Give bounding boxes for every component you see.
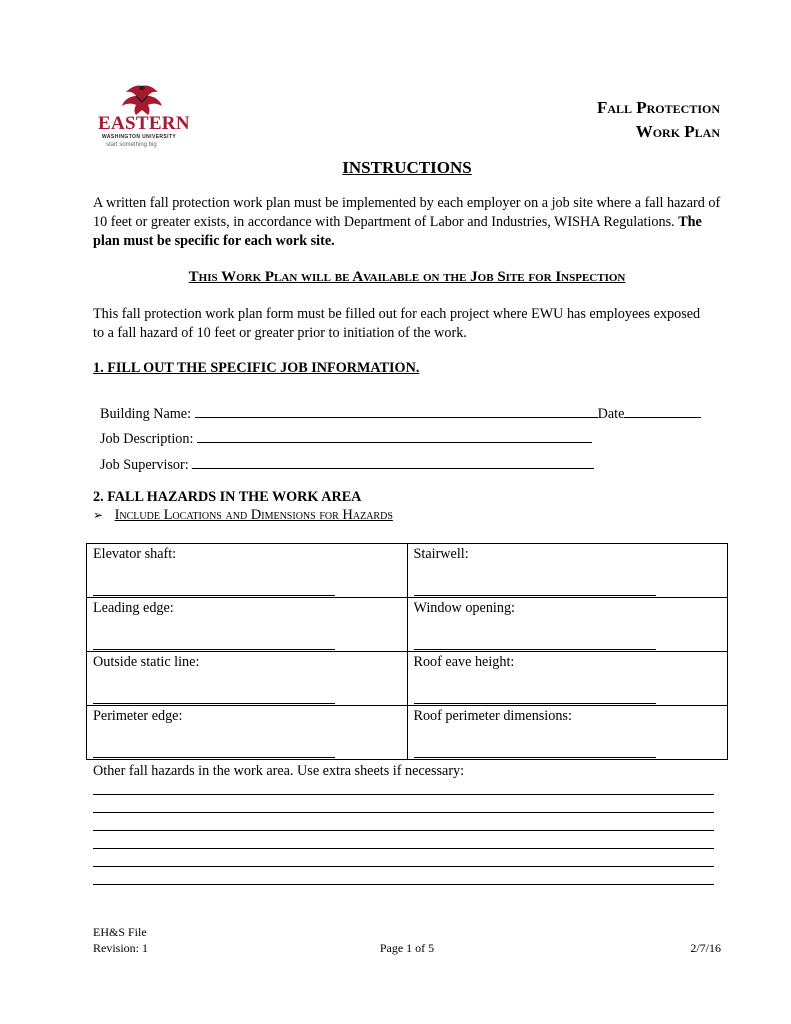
roof-eave-height-cell[interactable] <box>407 652 728 706</box>
table-row <box>87 544 728 598</box>
section-2-heading: 2. FALL HAZARDS IN THE WORK AREA <box>93 489 362 505</box>
intro-paragraph <box>93 194 727 251</box>
form-note: This fall protection work plan form must be filled out for each project where EWU has employees exposed to a fall hazard of 10 feet or greater prior to initiation of the work. <box>93 306 701 341</box>
table-row <box>87 706 728 760</box>
input-line <box>414 757 656 758</box>
footer-file: EH&S File <box>93 925 147 939</box>
footer-page: Page 1 of 5 <box>379 941 435 955</box>
footer <box>93 924 721 956</box>
outside-static-line-cell[interactable] <box>87 652 408 706</box>
other-hazards-label: Other fall hazards in the work area. Use extra sheets if necessary: <box>93 763 465 779</box>
document-title <box>597 96 720 144</box>
other-hazards-line-3[interactable] <box>93 830 714 831</box>
input-line <box>93 703 335 704</box>
input-line <box>414 703 656 704</box>
building-name-label: Building Name: <box>100 406 192 422</box>
table-row <box>87 652 728 706</box>
stairwell-label: Stairwell: <box>413 546 469 562</box>
availability-heading: This Work Plan will be Available on the Job Site for Inspection <box>188 269 626 285</box>
hazards-table <box>86 543 728 760</box>
perimeter-edge-label: Perimeter edge: <box>93 708 183 724</box>
ewu-logo <box>96 82 188 152</box>
job-supervisor-row <box>100 454 594 475</box>
logo-tagline: start something big <box>106 142 157 148</box>
input-line <box>414 595 656 596</box>
date-field[interactable] <box>624 403 701 418</box>
arrow-bullet-icon: ➢ <box>93 508 104 522</box>
other-hazards-line-4[interactable] <box>93 848 714 849</box>
section-1-heading: 1. FILL OUT THE SPECIFIC JOB INFORMATION. <box>93 360 420 376</box>
other-hazards-line-1[interactable] <box>93 794 714 795</box>
other-hazards-line-6[interactable] <box>93 884 714 885</box>
date-label: Date <box>597 406 625 422</box>
intro-bold-text: The plan must be specific for each work site. <box>93 214 702 249</box>
job-description-field[interactable] <box>197 428 592 443</box>
leading-edge-cell[interactable] <box>87 598 408 652</box>
footer-revision: Revision: 1 <box>93 941 149 955</box>
intro-text: A written fall protection work plan must be implemented by each employer on a job site where a fall hazard of 10 feet or greater exists, in accordance with Department of Labor and Industries, WISHA Regulations. <box>93 195 721 230</box>
window-opening-label: Window opening: <box>413 600 515 616</box>
job-description-label: Job Description: <box>100 431 194 447</box>
input-line <box>414 649 656 650</box>
leading-edge-label: Leading edge: <box>93 600 174 616</box>
job-supervisor-field[interactable] <box>192 454 594 469</box>
instructions-heading: INSTRUCTIONS <box>342 158 472 177</box>
input-line <box>93 757 335 758</box>
roof-eave-height-label: Roof eave height: <box>413 654 515 670</box>
perimeter-edge-cell[interactable] <box>87 706 408 760</box>
table-row <box>87 598 728 652</box>
logo-subtitle: WASHINGTON UNIVERSITY <box>102 134 177 140</box>
footer-date: 2/7/16 <box>690 941 721 955</box>
outside-static-line-label: Outside static line: <box>93 654 200 670</box>
job-description-row <box>100 428 592 449</box>
elevator-shaft-cell[interactable] <box>87 544 408 598</box>
input-line <box>93 649 335 650</box>
elevator-shaft-label: Elevator shaft: <box>93 546 177 562</box>
title-line-2: Work Plan <box>635 122 720 141</box>
title-line-1: Fall Protection <box>596 98 720 117</box>
stairwell-cell[interactable] <box>407 544 728 598</box>
window-opening-cell[interactable] <box>407 598 728 652</box>
roof-perimeter-dimensions-label: Roof perimeter dimensions: <box>413 708 572 724</box>
roof-perimeter-dimensions-cell[interactable] <box>407 706 728 760</box>
bullet-text: Include Locations and Dimensions for Hazards <box>114 507 393 523</box>
job-supervisor-label: Job Supervisor: <box>100 457 189 473</box>
logo-name: EASTERN <box>98 113 190 134</box>
building-name-field[interactable] <box>195 403 598 418</box>
building-name-row <box>100 403 701 424</box>
other-hazards-line-2[interactable] <box>93 812 714 813</box>
input-line <box>93 595 335 596</box>
eagle-icon <box>96 82 188 116</box>
other-hazards-line-5[interactable] <box>93 866 714 867</box>
section-2-bullet <box>93 507 393 524</box>
